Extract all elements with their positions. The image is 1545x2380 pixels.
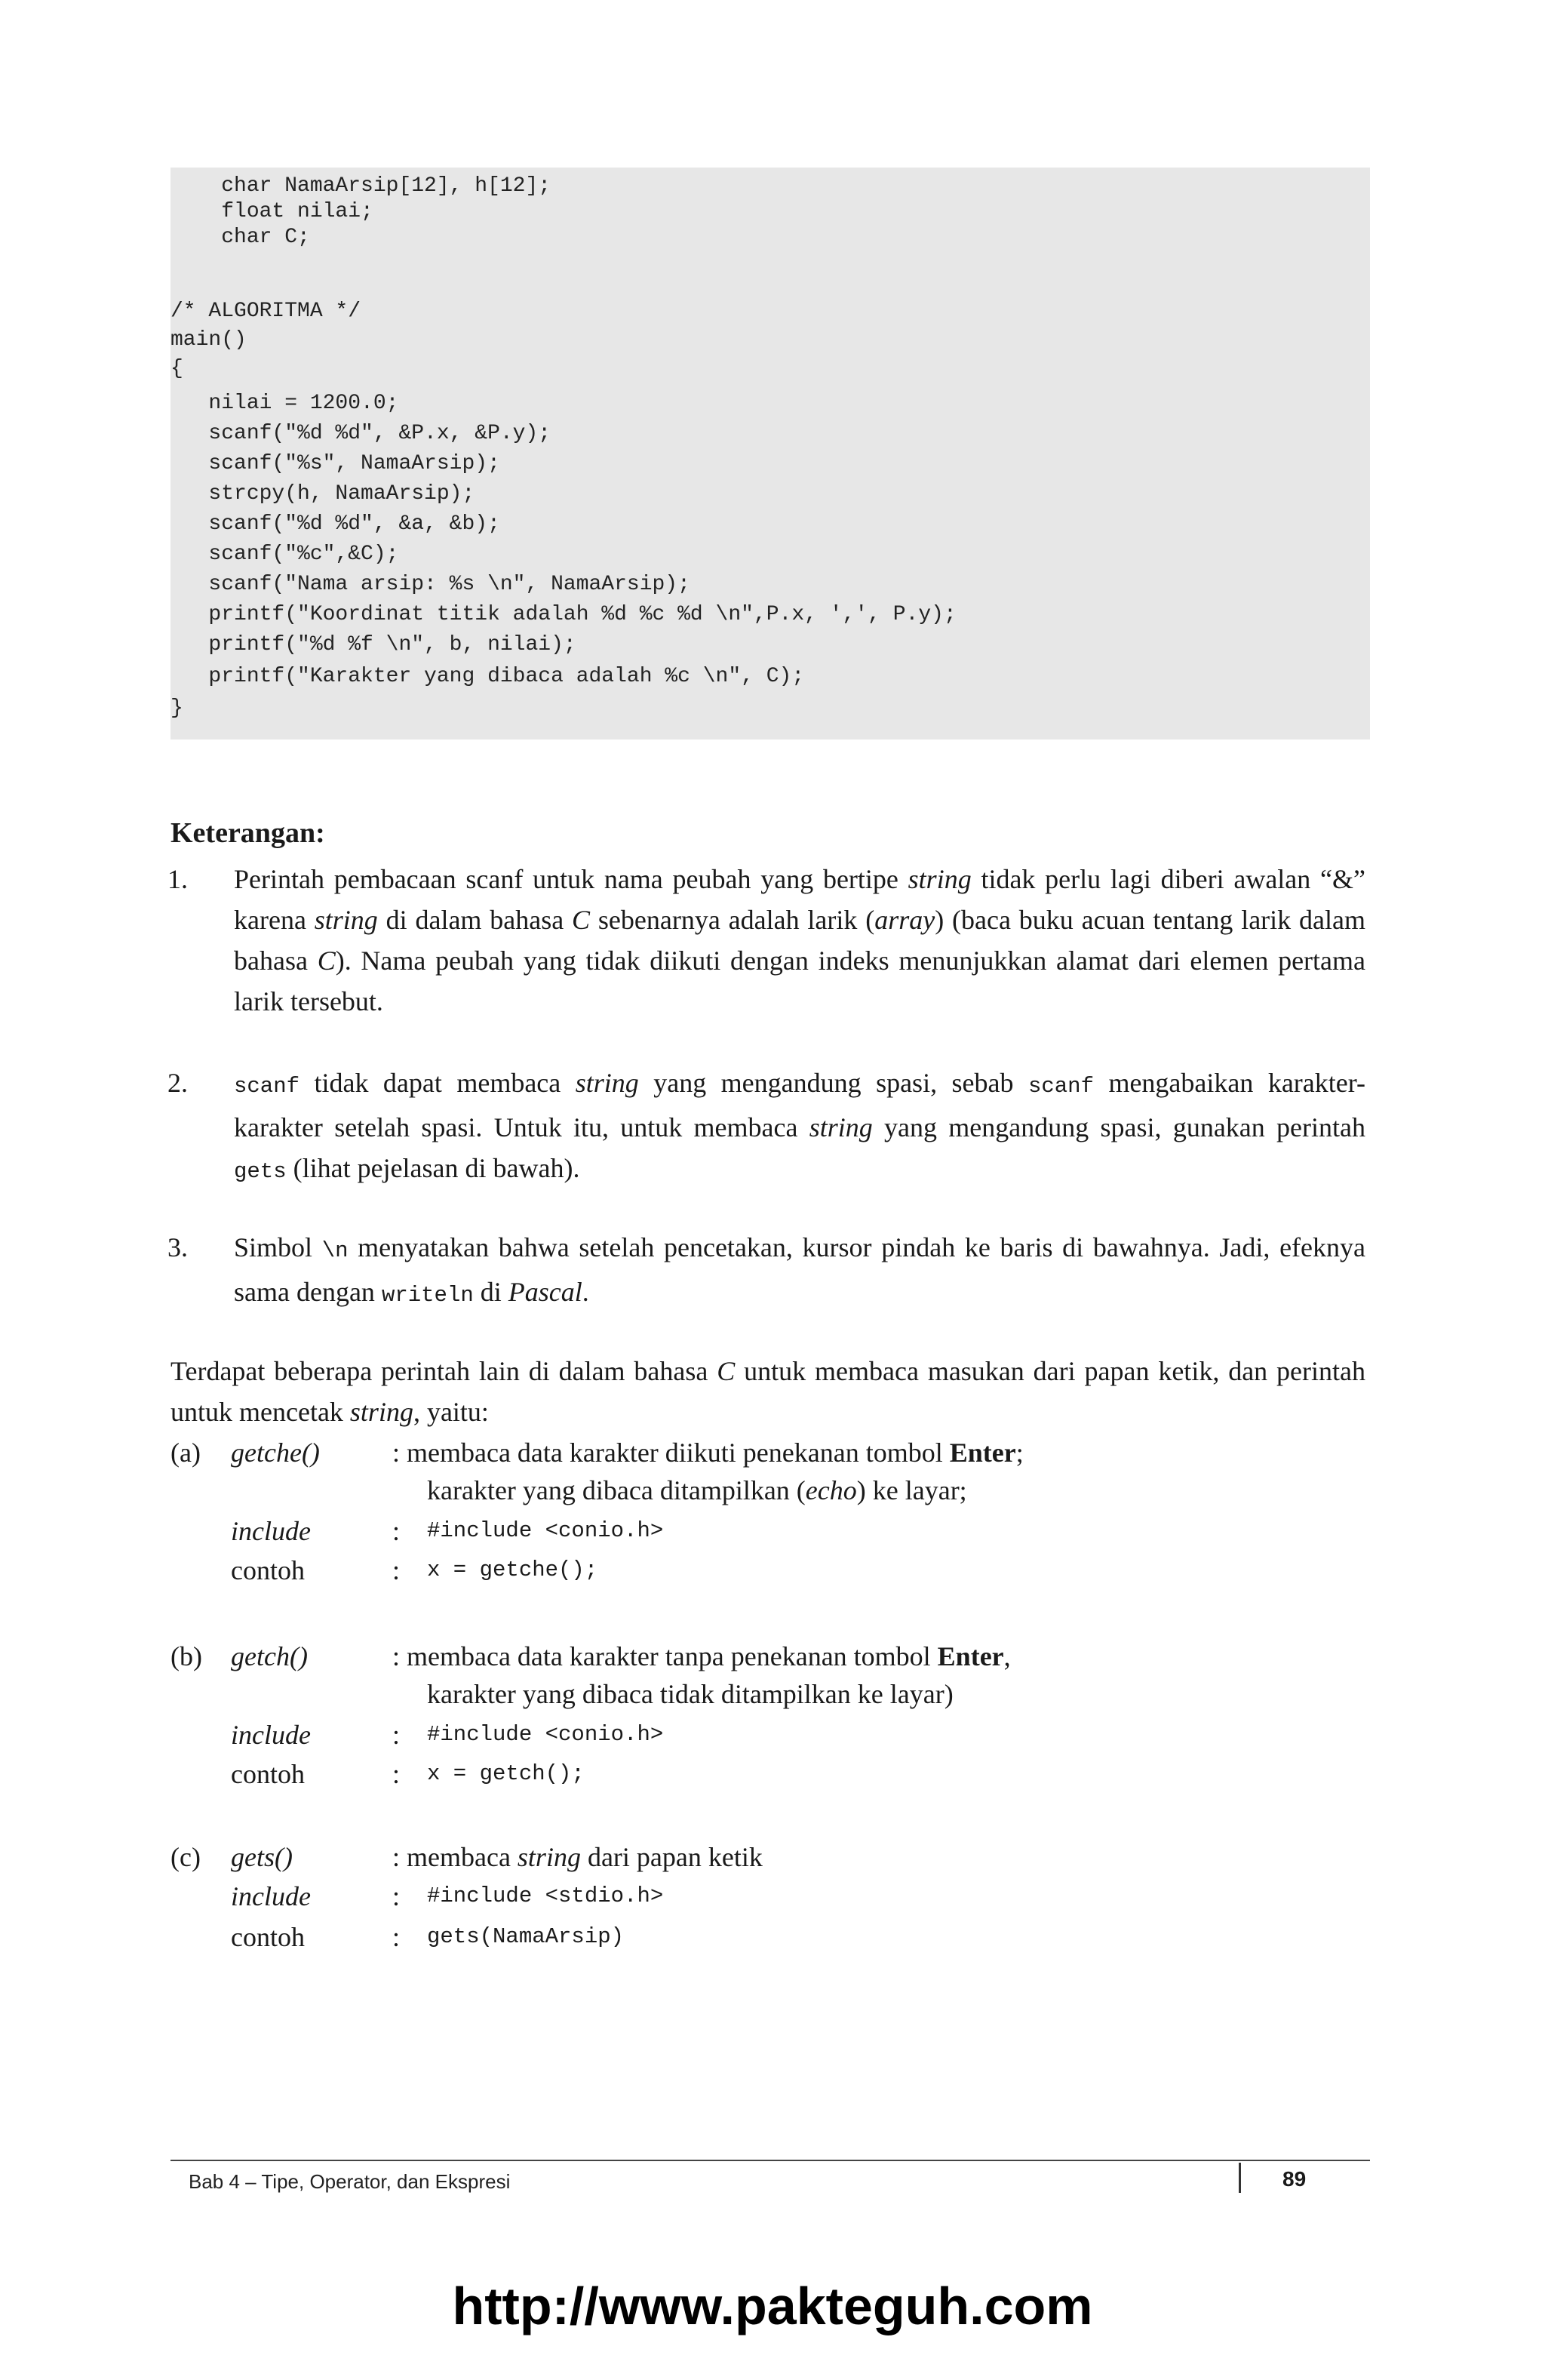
colon: :	[392, 1759, 401, 1789]
code-line: {	[170, 357, 183, 380]
footer-separator	[1239, 2163, 1241, 2193]
contoh-value: gets(NamaArsip)	[427, 1924, 625, 1949]
note-2: scanf tidak dapat membaca string yang mengandung spasi, sebab scanf mengabaikan karakter-karakter setelah spasi. Untuk itu, untuk membaca string yang mengandung spasi, gunakan perintah gets (lihat pejelasan di bawah).	[234, 1068, 1366, 1184]
note-number: 3.	[167, 1232, 188, 1262]
footer-rule	[170, 2160, 1370, 2161]
def-tag: (b)	[170, 1641, 202, 1671]
colon: :	[392, 1516, 401, 1546]
contoh-label: contoh	[231, 1922, 305, 1952]
code-line: char C;	[170, 226, 310, 249]
footer-chapter: Bab 4 – Tipe, Operator, dan Ekspresi	[189, 2170, 511, 2193]
code-line: nilai = 1200.0;	[170, 392, 399, 415]
def-desc: karakter yang dibaca ditampilkan (echo) ke layar;	[427, 1475, 967, 1505]
def-desc: karakter yang dibaca tidak ditampilkan ke layar)	[427, 1679, 954, 1709]
colon: :	[392, 1555, 401, 1585]
code-line: /* ALGORITMA */	[170, 300, 361, 323]
website-url: http://www.pakteguh.com	[452, 2277, 1093, 2335]
def-tag: (c)	[170, 1842, 201, 1872]
colon: :	[392, 1881, 401, 1911]
def-name: getche()	[231, 1438, 320, 1468]
include-label: include	[231, 1720, 311, 1750]
code-line: scanf("Nama arsip: %s \n", NamaArsip);	[170, 573, 690, 596]
code-line: scanf("%c",&C);	[170, 543, 399, 566]
include-label: include	[231, 1516, 311, 1546]
note-1: Perintah pembacaan scanf untuk nama peubah yang bertipe string tidak perlu lagi diberi awalan “&” karena string di dalam bahasa C sebenarnya adalah larik (array) (baca buku acuan tentang larik dalam bahasa C). Nama peubah yang tidak diikuti dengan indeks menunjukkan alamat dari elemen pertama larik tersebut.	[234, 864, 1366, 1016]
note-3: Simbol \n menyatakan bahwa setelah pencetakan, kursor pindah ke baris di bawahnya. Jadi, efeknya sama dengan writeln di Pascal.	[234, 1232, 1365, 1308]
code-line: scanf("%d %d", &P.x, &P.y);	[170, 422, 551, 445]
code-line: char NamaArsip[12], h[12];	[170, 174, 551, 198]
include-value: #include <stdio.h>	[427, 1883, 664, 1908]
note-number: 1.	[167, 864, 188, 894]
def-name: gets()	[231, 1842, 293, 1872]
include-label: include	[231, 1881, 311, 1911]
contoh-value: x = getche();	[427, 1557, 598, 1582]
contoh-label: contoh	[231, 1555, 305, 1585]
def-tag: (a)	[170, 1438, 201, 1468]
def-desc: : membaca data karakter diikuti penekanan tombol Enter;	[392, 1438, 1024, 1468]
include-value: #include <conio.h>	[427, 1518, 664, 1543]
def-desc: : membaca data karakter tanpa penekanan tombol Enter,	[392, 1641, 1011, 1671]
code-line: printf("Karakter yang dibaca adalah %c \n", C);	[170, 665, 805, 688]
colon: :	[392, 1922, 401, 1952]
code-line: scanf("%s", NamaArsip);	[170, 452, 500, 475]
section-heading: Keterangan:	[170, 817, 325, 849]
contoh-label: contoh	[231, 1759, 305, 1789]
def-name: getch()	[231, 1641, 308, 1671]
code-listing	[170, 168, 1370, 740]
code-line: }	[170, 696, 183, 720]
page-number: 89	[1282, 2167, 1307, 2191]
def-desc: : membaca string dari papan ketik	[392, 1842, 763, 1872]
code-line: strcpy(h, NamaArsip);	[170, 482, 475, 506]
code-line: printf("%d %f \n", b, nilai);	[170, 633, 576, 656]
note-number: 2.	[167, 1068, 188, 1098]
intro-paragraph: Terdapat beberapa perintah lain di dalam bahasa C untuk membaca masukan dari papan ketik, dan perintah untuk mencetak string, yaitu:	[170, 1356, 1365, 1427]
code-line: printf("Koordinat titik adalah %d %c %d \n",P.x, ',', P.y);	[170, 603, 957, 626]
code-line: scanf("%d %d", &a, &b);	[170, 512, 500, 536]
colon: :	[392, 1720, 401, 1750]
code-line: main()	[170, 328, 247, 352]
code-line: float nilai;	[170, 200, 373, 223]
contoh-value: x = getch();	[427, 1761, 585, 1786]
include-value: #include <conio.h>	[427, 1722, 664, 1747]
